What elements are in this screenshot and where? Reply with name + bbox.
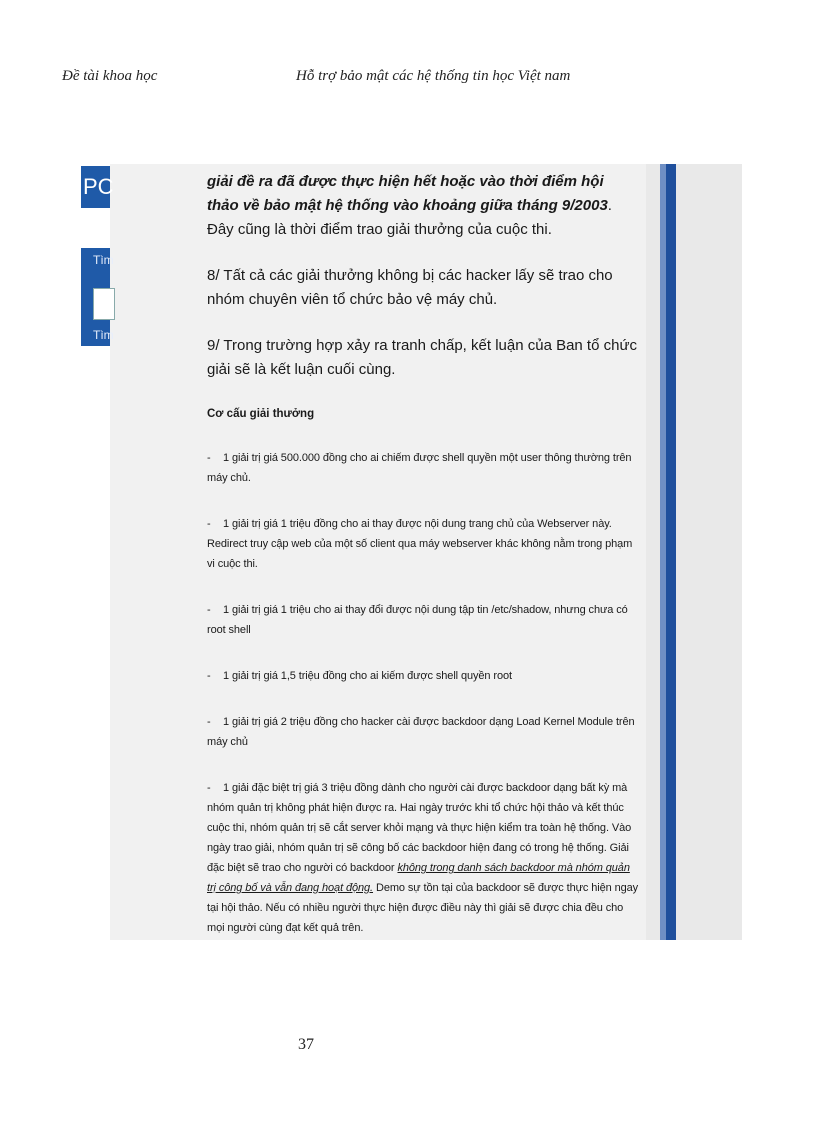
scrollbar-thumb[interactable] [666,164,676,940]
site-logo: PC [81,166,110,208]
underlined-emphasis: không trong danh sách backdoor mà nhóm quản trị công bố và vẫn đang hoạt động. [207,862,630,894]
section-heading-prizes: Cơ cấu giải thưởng [207,408,315,420]
paragraph-bold-text: giải đề ra đã được thực hiện hết hoặc vào thời điểm hội thảo về bảo mật hệ thống vào khoảng giữa tháng 9/2003 [207,173,608,214]
article-content [207,170,639,938]
prize-item: - 1 giải trị giá 2 triệu đồng cho hacker cài được backdoor dạng Load Kernel Module trên máy chủ [207,716,635,748]
search-button-label[interactable]: Tìm [93,328,114,342]
paragraph-text: . Đây cũng là thời điểm trao giải thưởng của cuộc thi. [207,197,612,238]
prize-item: - 1 giải trị giá 500.000 đồng cho ai chiếm được shell quyền một user thông thường trên máy chủ. [207,452,632,484]
header-document-title: Hỗ trợ bảo mật các hệ thống tin học Việt nam [296,68,571,84]
search-label: Tìm [93,253,114,267]
paragraph-rule-8: 8/ Tất cả các giải thưởng không bị các hacker lấy sẽ trao cho nhóm chuyên viên tổ chức bảo vệ máy chủ. [207,267,613,308]
search-panel [81,248,114,346]
prize-item: - 1 giải trị giá 1,5 triệu đồng cho ai kiếm được shell quyền root [207,670,512,682]
paragraph-prize-timing [207,170,639,242]
prize-item: - 1 giải trị giá 1 triệu cho ai thay đổi được nội dung tập tin /etc/shadow, nhưng chưa có root shell [207,604,628,636]
page-number: 37 [298,1036,314,1053]
search-input[interactable] [93,288,115,320]
special-prize-item: - 1 giải đặc biệt trị giá 3 triệu đồng dành cho người cài được backdoor dạng bất kỳ mà nhóm quản trị không phát hiện được ra. Hai ngày trước khi tổ chức hội thảo và kết thúc cuộc thi, nhóm quản trị sẽ cắt server khỏi mạng và thực hiện kiểm tra toàn hệ thống. Vào ngày trao giải, nhóm quản trị sẽ công bố các backdoor hiện đang có trong hệ thống. Giải đặc biệt sẽ trao cho người có backdoor không trong danh sách backdoor mà nhóm quản trị công bố và vẫn đang hoạt động. Demo sự tồn tại của backdoor sẽ được thực hiện ngay tại hội thảo. Nếu có nhiều người thực hiện được điều này thì giải sẽ được chia đều cho mọi người cùng đạt kết quả trên. [207,782,639,934]
header-topic: Đề tài khoa học [62,68,158,84]
paragraph-rule-9: 9/ Trong trường hợp xảy ra tranh chấp, kết luận của Ban tổ chức giải sẽ là kết luận cuối cùng. [207,337,637,378]
prize-item: - 1 giải trị giá 1 triệu đồng cho ai thay được nội dung trang chủ của Webserver này. Redirect truy cập web của một số client qua máy webserver khác không nằm trong phạm vi cuộc thi. [207,518,633,570]
